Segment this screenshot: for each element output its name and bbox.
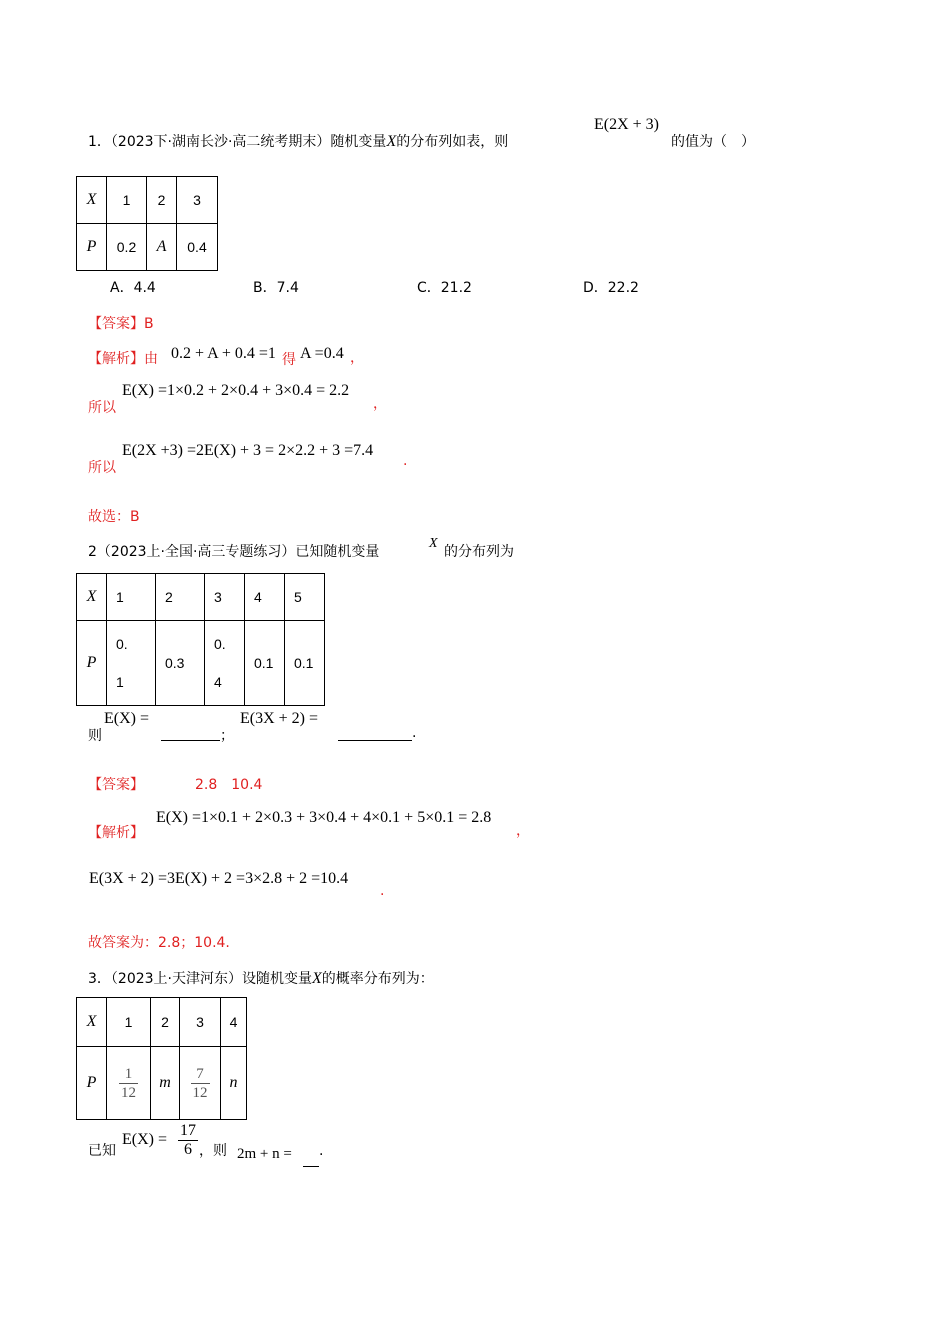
q1-suoyi-1: 所以 [88,400,116,416]
q3-cell: 4 [221,998,247,1047]
q2-prefix: 2（2023上·全国·高三专题练习）已知随机变量 [88,544,380,560]
q2-answer-label: 【答案】 [88,777,144,793]
q1-option-d: D．22.2 [583,280,639,296]
q1-eq-ex: E(X) =1×0.2 + 2×0.4 + 3×0.4 = 2.2 [122,382,350,399]
q3-var: X [312,970,322,987]
q3-cell: n [221,1047,247,1120]
q2-cell: 0.1 [245,621,285,706]
q2-period: . [412,725,417,741]
q1-middle: 的分布列如表，则 [396,134,509,150]
q2-cell: 0. 4 [205,621,245,706]
q1-var: X [386,133,397,150]
q1-option-b: B．7.4 [253,280,299,296]
q1-prefix: 1．（2023下·湖南长沙·高二统考期末）随机变量 [88,134,387,150]
q2-stem [88,541,379,561]
q3-frac [178,1122,198,1159]
q3-blank[interactable] [303,1155,319,1171]
q2-blank-2[interactable] [338,728,412,745]
q2-semicolon: ； [220,728,234,744]
q1-period: . [403,453,408,469]
q1-cell: 1 [107,177,147,224]
q3-cell: X [77,998,107,1047]
q2-var: X [429,536,438,551]
q1-analysis-you: 由 [144,351,158,367]
q2-final: 故答案为：2.8；10.4. [88,935,230,951]
q2-cell: X [77,574,107,621]
q1-answer-label: 【答案】 [88,316,144,332]
q3-ex: E(X) = [122,1131,168,1148]
q1-option-a: A．4.4 [110,280,156,296]
q1-comma-2: ， [373,396,387,412]
q2-cell: 0.3 [156,621,205,706]
q1-cell: 2 [147,177,177,224]
q3-cell [180,1047,221,1120]
q3-frac-den: 6 [184,1141,192,1158]
q1-analysis-eq2: A =0.4 [300,345,344,362]
q2-cell: 1 [107,574,156,621]
q2-ze: 则 [88,728,102,744]
q2-cell: 4 [245,574,285,621]
q2-ex: E(X) = [104,710,150,727]
q2-cell: P [77,621,107,706]
q3-known: 已知 [88,1143,116,1159]
q1-answer [88,313,154,333]
q1-analysis-line1 [88,348,158,368]
q1-answer-value: B [144,316,154,332]
q3-cell: 3 [180,998,221,1047]
q1-analysis-label: 【解析】 [88,351,144,367]
q1-suffix: 的值为（ ） [671,134,755,150]
q1-cell: X [77,177,107,224]
q1-cell: P [77,224,107,271]
q2-cell: 3 [205,574,245,621]
q3-distribution-table [76,997,247,1120]
q3-frac-p3-den: 12 [192,1084,208,1101]
q3-stem [88,968,434,988]
q3-frac-p3-num: 7 [191,1065,210,1084]
q2-blank-1[interactable] [161,728,220,745]
q1-expression: E(2X + 3) [594,116,660,133]
q3-prefix: 3．（2023上·天津河东）设随机变量 [88,971,312,987]
q3-cell [107,1047,151,1120]
q1-analysis-de: 得 [282,352,296,368]
q1-choose: 故选：B [88,509,140,525]
q1-cell: 3 [177,177,218,224]
q3-frac-p3 [191,1065,210,1102]
q3-then: ，则 [199,1143,227,1159]
q3-frac-p1-den: 12 [121,1084,136,1101]
q3-expr: 2m + n = [237,1146,292,1162]
q3-cell: P [77,1047,107,1120]
q2-cell: 0.1 [285,621,325,706]
q3-cell: m [151,1047,180,1120]
q1-eq-e2x: E(2X +3) =2E(X) + 3 = 2×2.2 + 3 =7.4 [122,442,374,459]
q2-distribution-table [76,573,325,706]
q1-analysis-comma: ， [350,350,364,366]
q3-frac-p1 [119,1065,138,1102]
q3-frac-p1-num: 1 [119,1065,138,1084]
q1-suoyi-2: 所以 [88,460,116,476]
q1-cell: 0.4 [177,224,218,271]
q1-option-c: C．21.2 [417,280,472,296]
q2-analysis-comma: ， [516,823,530,839]
q1-cell: A [147,224,177,271]
q2-answer [88,774,144,794]
q1-stem [88,131,508,151]
q2-analysis-eq1: E(X) =1×0.1 + 2×0.3 + 3×0.4 + 4×0.1 + 5×0.1 = 2.8 [156,809,492,826]
q1-analysis-eq1: 0.2 + A + 0.4 =1 [171,345,276,362]
q3-cell: 1 [107,998,151,1047]
q2-analysis-period: . [380,883,385,899]
q2-answer-values: 2.8 10.4 [195,777,263,793]
q3-suffix: 的概率分布列为： [321,971,434,987]
q3-frac-num: 17 [180,1122,196,1139]
q3-cell: 2 [151,998,180,1047]
q3-period: . [319,1143,324,1159]
q1-cell: 0.2 [107,224,147,271]
q2-cell: 5 [285,574,325,621]
q2-cell: 2 [156,574,205,621]
q2-analysis-eq2: E(3X + 2) =3E(X) + 2 =3×2.8 + 2 =10.4 [89,870,349,887]
q2-cell: 0. 1 [107,621,156,706]
q2-suffix: 的分布列为 [444,544,514,560]
q2-analysis-label: 【解析】 [88,825,144,841]
q2-e3x: E(3X + 2) = [240,710,319,727]
q1-distribution-table [76,176,218,271]
